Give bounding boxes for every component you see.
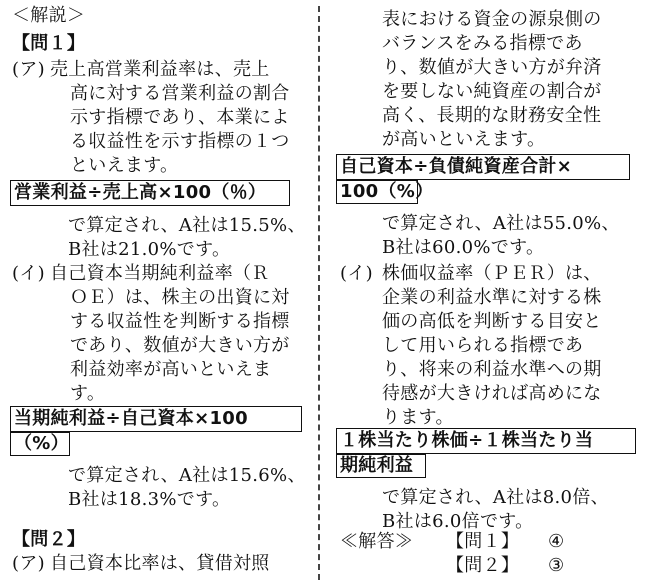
answer-value: ③: [548, 555, 565, 576]
formula-equity-ratio-line2: 100（%）: [340, 181, 434, 202]
item-a-line: 売上高営業利益率は、売上: [50, 59, 270, 80]
result-line: B社は6.0倍です。: [382, 511, 534, 532]
answer-heading: ≪解答≫: [340, 531, 414, 552]
item-c-line: 自己資本比率は、貸借対照: [50, 553, 270, 574]
item-c-label: (ア): [12, 553, 45, 574]
formula-equity-ratio-line1: 自己資本÷負債純資産合計×: [340, 156, 573, 177]
answer-question: 【問２】: [446, 555, 520, 576]
item-b-line: ＯＥ）は、株主の出資に対: [70, 287, 290, 308]
item-b-line: す。: [70, 383, 106, 404]
item-d-line: ります。: [382, 407, 454, 428]
section-heading: ＜解説＞: [12, 5, 86, 26]
item-d-line: 企業の利益水準に対する株: [382, 287, 602, 308]
continued-line: が高いといえます。: [382, 129, 546, 150]
continued-line: バランスをみる指標であ: [382, 33, 583, 54]
item-b-line: 利益効率が高いといえま: [70, 359, 272, 380]
formula-operating-margin: 営業利益÷売上高×100（％）: [14, 182, 267, 203]
column-divider: [318, 6, 320, 580]
answer-value: ④: [548, 531, 565, 552]
continued-line: り、数値が大きい方が弁済: [382, 57, 602, 78]
item-b-line: であり、数値が大きい方が: [70, 335, 290, 356]
continued-line: 表における資金の源泉側の: [382, 9, 602, 30]
formula-roe-line2: （%）: [14, 433, 69, 454]
result-line: B社は18.3%です。: [68, 489, 231, 510]
result-line: で算定され、A社は15.6%、: [68, 465, 306, 486]
question-1-title: 【問１】: [12, 33, 86, 54]
formula-per-line2: 期純利益: [340, 455, 414, 476]
item-b-label: (イ): [12, 263, 45, 284]
item-b-line: 自己資本当期純利益率（Ｒ: [50, 263, 270, 284]
continued-line: を要しない純資産の割合が: [382, 81, 602, 102]
continued-line: 高く、長期的な財務安全性: [382, 105, 602, 126]
item-a-line: 高に対する営業利益の割合: [70, 83, 290, 104]
item-d-line: 待感が大きければ高めにな: [382, 383, 602, 404]
item-d-line: 価の高低を判断する目安と: [382, 311, 602, 332]
result-line: B社は60.0%です。: [382, 237, 545, 258]
result-line: B社は21.0%です。: [68, 239, 231, 260]
item-b-line: する収益性を判断する指標: [70, 311, 290, 332]
item-a-line: る収益性を示す指標の１つ: [70, 131, 290, 152]
item-d-line: して用いられる指標であ: [382, 335, 584, 356]
answer-question: 【問１】: [446, 531, 520, 552]
result-line: で算定され、A社は55.0%、: [382, 213, 620, 234]
result-line: で算定され、A社は8.0倍、: [382, 487, 609, 508]
result-line: で算定され、A社は15.5%、: [68, 215, 306, 236]
item-a-label: (ア): [12, 59, 45, 80]
item-d-label: (イ): [340, 263, 373, 284]
item-a-line: といえます。: [70, 155, 179, 176]
question-2-title: 【問２】: [12, 529, 86, 550]
formula-roe-line1: 当期純利益÷自己資本×100: [14, 408, 248, 429]
formula-per-line1: １株当たり株価÷１株当たり当: [340, 430, 594, 451]
item-d-line: り、将来の利益水準への期: [382, 359, 602, 380]
item-a-line: 示す指標であり、本業によ: [70, 107, 290, 128]
item-d-line: 株価収益率（ＰＥＲ）は、: [382, 263, 602, 284]
